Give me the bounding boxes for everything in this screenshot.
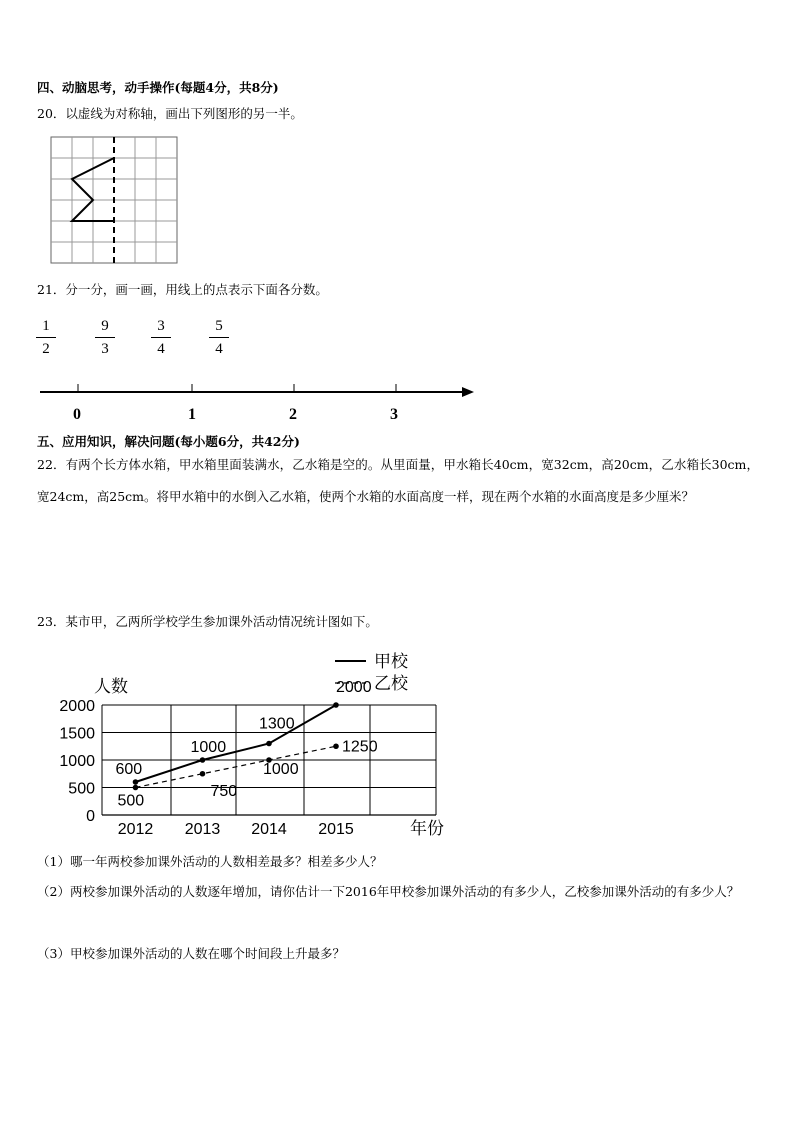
data-label: 600 — [115, 761, 143, 778]
number-line-label-2: 2 — [289, 406, 297, 423]
fraction-numerator: 5 — [215, 318, 223, 334]
fraction-denominator: 3 — [101, 341, 109, 357]
chart-labels — [116, 679, 378, 810]
section-4-title: 四、动脑思考，动手操作(每题4分，共8分) — [37, 80, 279, 95]
x-tick-label: 2014 — [251, 821, 287, 838]
y-axis-title: 人数 — [94, 677, 128, 696]
x-tick-label: 2015 — [318, 821, 354, 838]
fraction-numerator: 3 — [157, 318, 165, 334]
data-label: 1300 — [259, 715, 295, 733]
question-22-text: 22．有两个长方体水箱，甲水箱里面装满水，乙水箱是空的。从里面量，甲水箱长40cm，宽32cm，高20cm，乙水箱长30cm，宽24cm，高25cm。将甲水箱中的水倒入乙水箱，使两个水箱的水面高度一样，现在两个水箱的水面高度是多少厘米？ — [37, 457, 759, 504]
data-point — [133, 785, 139, 791]
x-tick-label: 2012 — [117, 821, 154, 838]
fraction-numerator: 1 — [42, 318, 50, 334]
fraction-3 — [151, 317, 171, 358]
fraction-1 — [36, 317, 56, 358]
question-23-sub1: （1）哪一年两校参加课外活动的人数相差最多？相差多少人？ — [37, 854, 383, 869]
x-tick-label: 2013 — [184, 821, 221, 838]
data-label: 750 — [210, 782, 238, 800]
y-tick-label: 1500 — [59, 725, 95, 743]
fraction-denominator: 4 — [157, 341, 165, 357]
question-21-text: 21．分一分，画一画，用线上的点表示下面各分数。 — [37, 282, 328, 297]
data-label: 1000 — [263, 761, 299, 778]
y-tick-label: 2000 — [59, 698, 95, 715]
data-label: 2000 — [336, 679, 372, 696]
question-23-sub3: （3）甲校参加课外活动的人数在哪个时间段上升最多？ — [37, 946, 345, 961]
data-label: 500 — [117, 792, 145, 810]
data-point — [200, 757, 206, 763]
y-tick-label: 0 — [86, 808, 95, 825]
fraction-numerator: 9 — [101, 318, 109, 334]
data-point — [200, 771, 206, 777]
fraction-4 — [209, 317, 229, 358]
arrow-right-icon — [462, 387, 474, 397]
fraction-denominator: 2 — [42, 341, 50, 357]
question-23-text: 23．某市甲，乙两所学校学生参加课外活动情况统计图如下。 — [37, 614, 378, 629]
fraction-denominator: 4 — [215, 341, 223, 357]
number-line-label-1: 1 — [188, 406, 196, 423]
y-tick-label: 500 — [68, 780, 95, 798]
legend-label: 甲校 — [374, 652, 408, 671]
data-label: 1000 — [190, 739, 227, 756]
line-chart — [40, 645, 470, 840]
chart-axes — [59, 677, 444, 838]
number-line — [36, 378, 481, 404]
data-point — [266, 741, 272, 747]
number-line-label-3: 3 — [390, 406, 398, 423]
fraction-2 — [95, 317, 115, 358]
question-20-text: 20．以虚线为对称轴，画出下列图形的另一半。 — [37, 106, 303, 121]
question-23-sub2: （2）两校参加课外活动的人数逐年增加，请你估计一下2016年甲校参加课外活动的有多少人，乙校参加课外活动的有多少人？ — [37, 884, 740, 899]
data-point — [333, 743, 339, 749]
symmetry-grid-figure — [50, 136, 180, 266]
section-5-title: 五、应用知识，解决问题(每小题6分，共42分) — [37, 434, 300, 449]
y-tick-label: 1000 — [59, 753, 95, 770]
number-line-label-0: 0 — [73, 406, 81, 423]
data-point — [333, 702, 339, 708]
legend-label: 乙校 — [374, 674, 408, 693]
data-label: 1250 — [342, 738, 378, 756]
data-point — [133, 779, 139, 785]
x-axis-title: 年份 — [410, 819, 444, 838]
